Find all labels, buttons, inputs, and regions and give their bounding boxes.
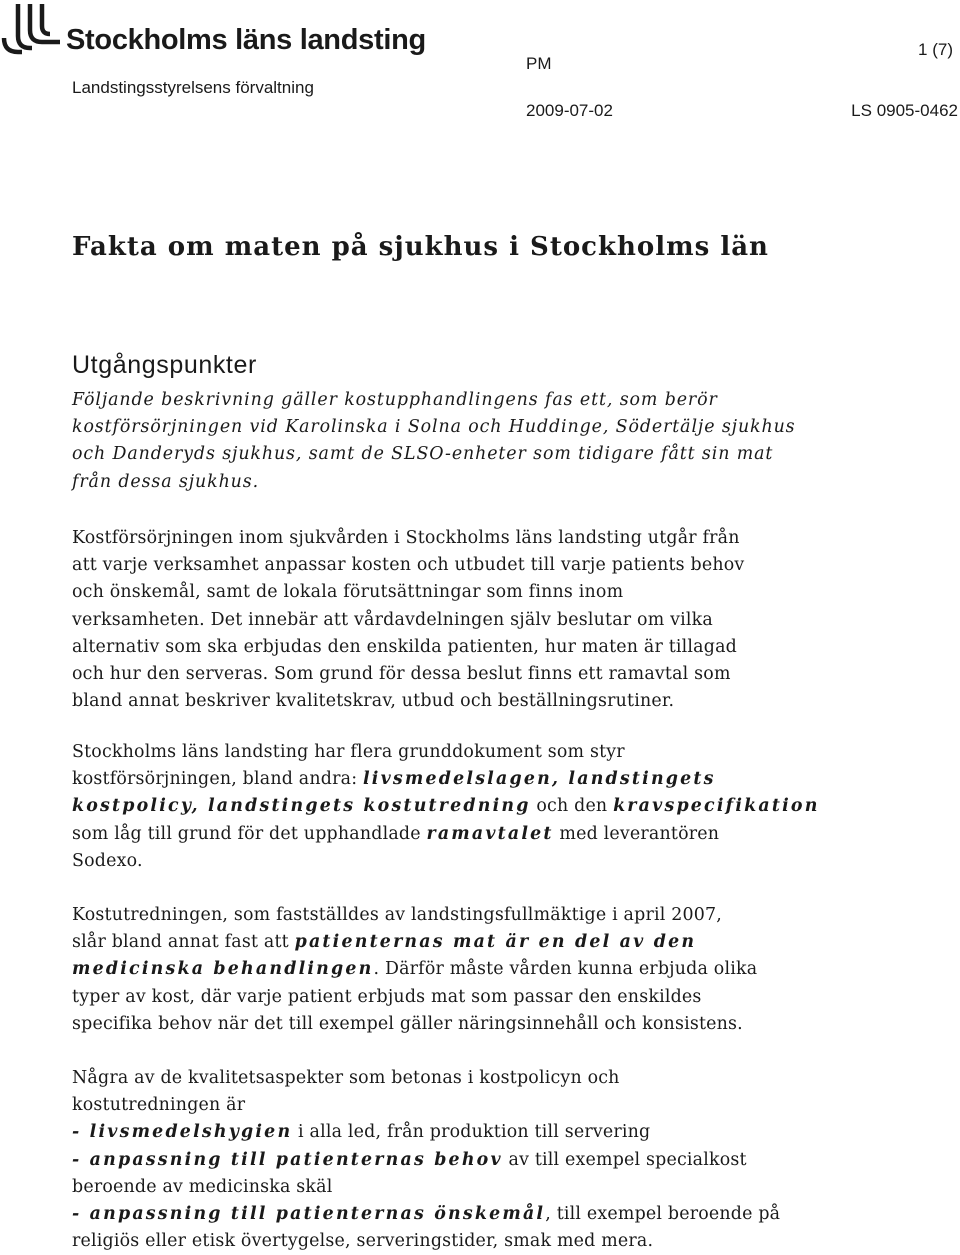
text-run: . Därför måste vården kunna erbjuda olika <box>373 959 758 980</box>
text-run: kostförsörjningen, bland andra: <box>72 769 363 790</box>
paragraph-line: religiös eller etisk övertygelse, serveringstider, smak med mera. <box>72 1231 654 1252</box>
logo <box>0 0 426 62</box>
department-label: Landstingsstyrelsens förvaltning <box>72 78 314 97</box>
intro-paragraph <box>72 387 796 496</box>
emphasis-food-hygiene: - livsmedelshygien <box>72 1122 293 1143</box>
paragraph-quality-aspects <box>72 1065 792 1255</box>
paragraph-line: bland annat beskriver kvalitetskrav, utbud och beställningsrutiner. <box>72 691 675 712</box>
intro-line: och Danderyds sjukhus, samt de SLSO-enheter som tidigare fått sin mat <box>72 444 774 465</box>
sll-logo-mark-icon <box>0 0 66 60</box>
emphasis-patient-needs: - anpassning till patienternas behov <box>72 1149 503 1170</box>
paragraph-line: beroende av medicinska skäl <box>72 1176 333 1197</box>
text-run: slår bland annat fast att <box>72 932 295 953</box>
emphasis-requirement-spec: kravspecifikation <box>613 796 820 817</box>
list-item <box>72 1147 792 1174</box>
text-run: som låg till grund för det upphandlade <box>72 823 427 844</box>
paragraph-line <box>72 956 792 983</box>
paragraph-line: kostutredningen är <box>72 1095 246 1116</box>
text-run: med leverantören <box>553 823 720 844</box>
document-type: PM <box>526 54 552 73</box>
paragraph-line: och hur den serveras. Som grund för dessa beslut finns ett ramavtal som <box>72 664 731 685</box>
document-date: 2009-07-02 <box>526 101 613 120</box>
intro-line: Följande beskrivning gäller kostupphandlingens fas ett, som berör <box>72 390 718 410</box>
emphasis-patient-wishes: - anpassning till patienternas önskemål <box>72 1204 546 1225</box>
paragraph-cost-investigation <box>72 902 792 1038</box>
reference-number: LS 0905-0462 <box>851 101 958 120</box>
paragraph-line: typer av kost, där varje patient erbjuds mat som passar den enskildes <box>72 986 702 1007</box>
text-run: i alla led, från produktion till servering <box>292 1122 651 1143</box>
paragraph-line: Några av de kvalitetsaspekter som betonas i kostpolicyn och <box>72 1068 620 1088</box>
list-item <box>72 1119 792 1146</box>
emphasis-food-treatment: patienternas mat är en del av den <box>294 932 697 953</box>
page-number: 1 (7) <box>918 40 953 59</box>
section-heading: Utgångspunkter <box>72 351 257 379</box>
paragraph-line <box>72 929 792 956</box>
emphasis-document-names: livsmedelslagen, landstingets <box>362 769 716 790</box>
paragraph-line: alternativ som ska erbjudas den enskilda patienten, hur maten är tillagad <box>72 636 737 657</box>
document-title: Fakta om maten på sjukhus i Stockholms län <box>72 232 769 262</box>
paragraph-cost-supply <box>72 525 792 715</box>
logo-text: Stockholms läns landsting <box>66 24 426 56</box>
paragraph-line <box>72 766 792 793</box>
paragraph-line: att varje verksamhet anpassar kosten och utbudet till varje patients behov <box>72 555 745 576</box>
paragraph-line: Stockholms läns landsting har flera grunddokument som styr <box>72 742 625 762</box>
intro-line: kostförsörjningen vid Karolinska i Solna och Huddinge, Södertälje sjukhus <box>72 417 796 438</box>
paragraph-line: och önskemål, samt de lokala förutsättningar som finns inom <box>72 582 624 603</box>
paragraph-line <box>72 793 820 820</box>
emphasis-food-treatment: medicinska behandlingen <box>72 959 374 980</box>
emphasis-document-names: kostpolicy, landstingets kostutredning <box>72 796 531 817</box>
text-run: , till exempel beroende på <box>545 1204 781 1225</box>
list-item <box>72 1201 792 1228</box>
paragraph-line: Kostförsörjningen inom sjukvården i Stockholms läns landsting utgår från <box>72 528 740 548</box>
paragraph-line: specifika behov när det till exempel gäller näringsinnehåll och konsistens. <box>72 1013 743 1034</box>
text-run: och den <box>530 796 614 817</box>
emphasis-framework-agreement: ramavtalet <box>426 823 554 844</box>
paragraph-line <box>72 821 792 848</box>
paragraph-line: Kostutredningen, som fastställdes av landstingsfullmäktige i april 2007, <box>72 905 723 925</box>
paragraph-governing-documents <box>72 739 820 875</box>
paragraph-line: verksamheten. Det innebär att vårdavdelningen själv beslutar om vilka <box>72 609 713 630</box>
text-run: av till exempel specialkost <box>502 1149 747 1170</box>
paragraph-line: Sodexo. <box>72 850 143 871</box>
intro-line: från dessa sjukhus. <box>72 471 260 492</box>
